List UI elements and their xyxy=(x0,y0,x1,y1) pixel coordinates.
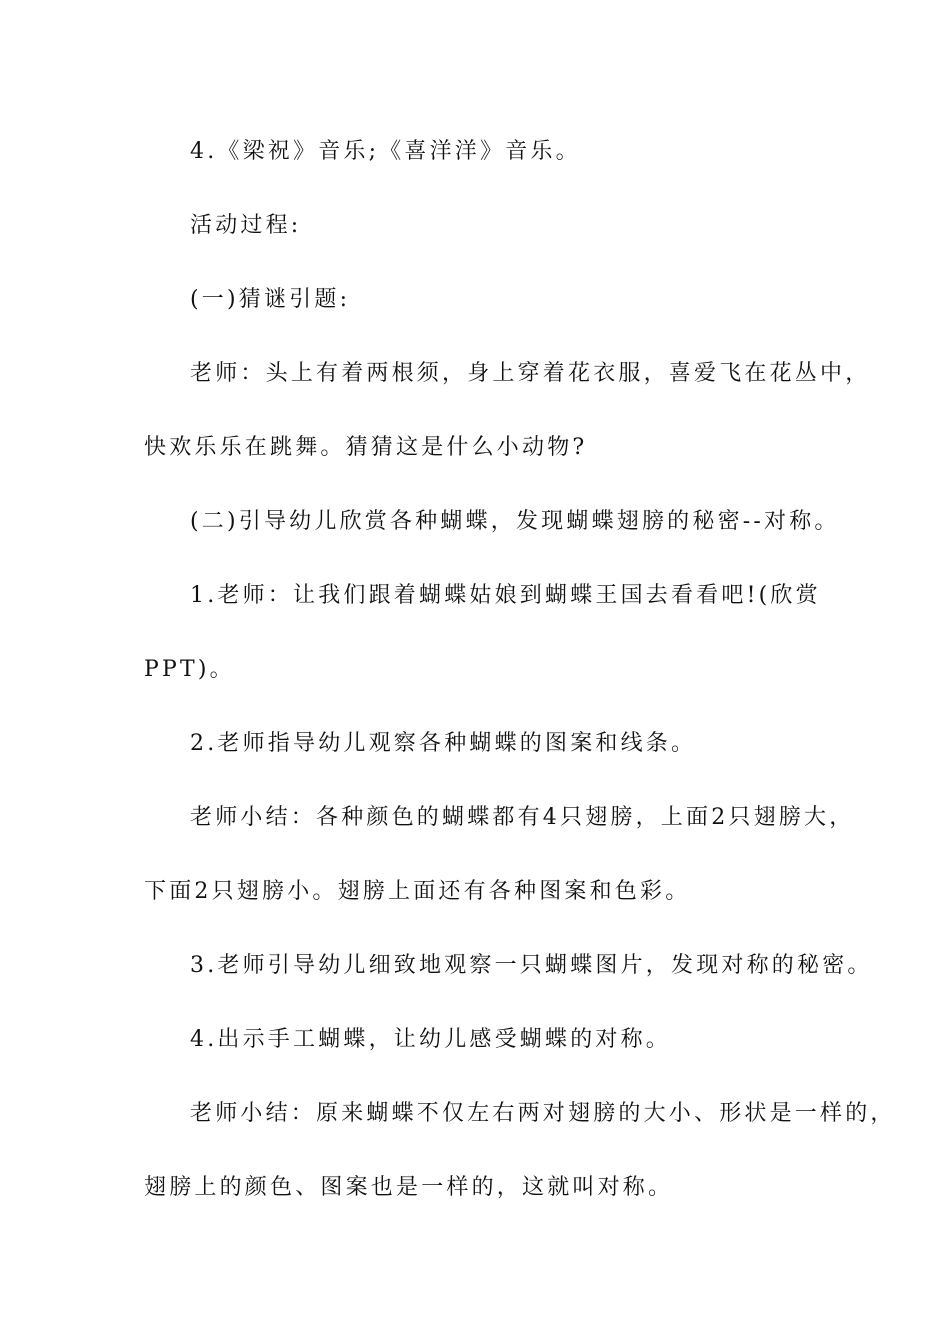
text-line: PPT)。 xyxy=(144,657,235,682)
text-line: 1.老师：让我们跟着蝴蝶姑娘到蝴蝶王国去看看吧!(欣赏 xyxy=(190,583,821,608)
text-line: (二)引导幼儿欣赏各种蝴蝶，发现蝴蝶翅膀的秘密--对称。 xyxy=(190,509,840,534)
text-line: 下面2只翅膀小。翅膀上面还有各种图案和色彩。 xyxy=(144,879,691,904)
text-line: 4.出示手工蝴蝶，让幼儿感受蝴蝶的对称。 xyxy=(190,1027,671,1052)
text-line: 3.老师引导幼儿细致地观察一只蝴蝶图片，发现对称的秘密。 xyxy=(190,953,873,978)
text-line: 快欢乐乐在跳舞。猜猜这是什么小动物? xyxy=(144,435,588,460)
text-line: 老师：头上有着两根须，身上穿着花衣服，喜爱飞在花丛中， xyxy=(190,361,871,386)
text-line: 活动过程: xyxy=(190,213,302,238)
text-line: 4.《梁祝》音乐;《喜洋洋》音乐。 xyxy=(190,139,581,164)
text-line: 2.老师指导幼儿观察各种蝴蝶的图案和线条。 xyxy=(190,731,697,756)
text-line: 翅膀上的颜色、图案也是一样的，这就叫对称。 xyxy=(144,1175,674,1200)
text-line: (一)猜谜引题: xyxy=(190,287,351,312)
text-line: 老师小结：各种颜色的蝴蝶都有4只翅膀，上面2只翅膀大， xyxy=(190,805,855,830)
text-line: 老师小结：原来蝴蝶不仅左右两对翅膀的大小、形状是一样的， xyxy=(190,1101,896,1126)
